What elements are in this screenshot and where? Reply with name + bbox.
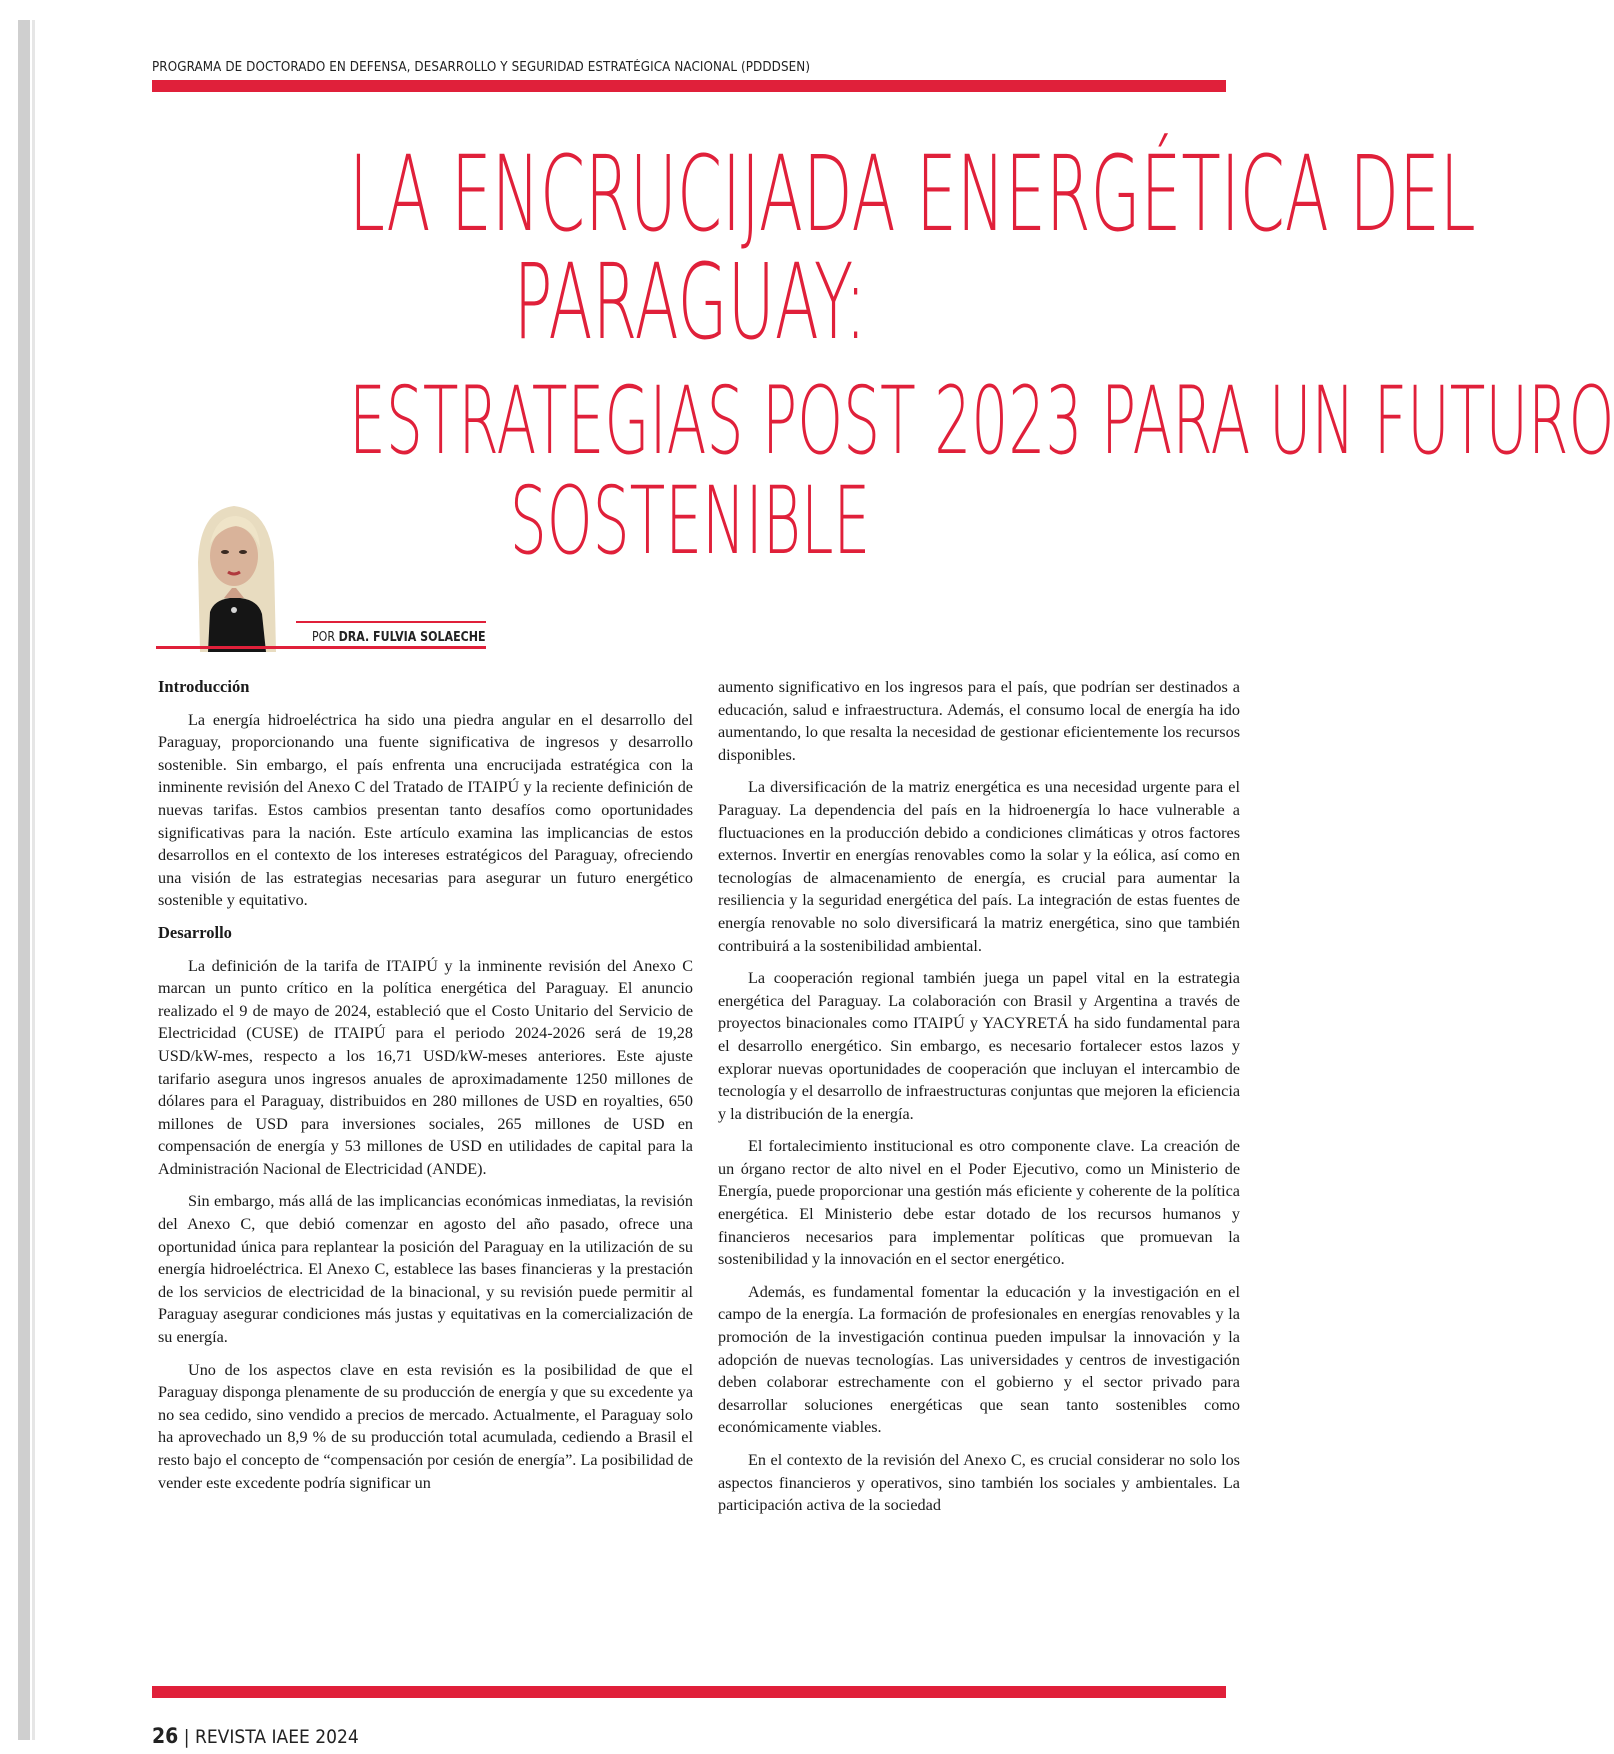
title-line-2: PARAGUAY:: [513, 241, 867, 363]
article-title: [140, 133, 1476, 363]
heading-introduccion: Introducción: [158, 677, 250, 696]
page-footer: [152, 1724, 359, 1748]
author-photo: [170, 492, 296, 652]
subtitle-line-1: ESTRATEGIAS POST 2023 PARA UN FUTURO: [349, 367, 1614, 476]
paragraph: La cooperación regional también juega un papel vital en la estrategia energética del Paraguay. La colaboración con Brasil y Argentina a través de proyectos binacionales como ITAIPÚ y YACYRETÁ ha sido fundamental para el desarrollo energético. Sin embargo, es necesario fortalecer estos lazos y explorar nuevas oportunidades de cooperación que incluyan el intercambio de tecnología y el desarrollo de infraestructuras conjuntas que mejoren la eficiencia y la distribución de la energía.: [718, 969, 1240, 1123]
right-column: [718, 676, 1240, 1527]
byline-rule: [296, 621, 486, 623]
paragraph: El fortalecimiento institucional es otro componente clave. La creación de un órgano rector de alto nivel en el Poder Ejecutivo, como un Ministerio de Energía, puede proporcionar una gestión más eficiente y coherente de la política energética. El Ministerio debe estar dotado de los recursos humanos y financieros necesarios para implementar políticas que promuevan la sostenibilidad y la innovación en el sector energético.: [718, 1137, 1240, 1269]
page-number: 26: [152, 1724, 179, 1748]
paragraph: La definición de la tarifa de ITAIPÚ y la inminente revisión del Anexo C marcan un punto crítico en la política energética del Paraguay. El anuncio realizado el 9 de mayo de 2024, estableció que el Costo Unitario del Servicio de Electricidad (CUSE) de ITAIPÚ para el periodo 2024-2026 será de 19,28 USD/kW-mes, respecto a los 16,71 USD/kW-meses anteriores. Este ajuste tarifario asegura unos ingresos anuales de aproximadamente 1250 millones de dólares para el Paraguay, distribuidos en 280 millones de USD en royalties, 650 millones de USD para inversiones sociales, 265 millones de USD en compensación de energía y 53 millones de USD en utilidades de capital para la Administración Nacional de Electricidad (ANDE).: [158, 956, 693, 1178]
byline-author: DRA. FULVIA SOLAECHE: [338, 630, 486, 645]
photo-underline: [156, 646, 486, 649]
header-rule: [152, 80, 1226, 92]
title-line-1: LA ENCRUCIJADA ENERGÉTICA DEL: [349, 133, 1476, 255]
byline-prefix: POR: [312, 630, 336, 645]
footer-rule: [152, 1686, 1226, 1698]
subtitle-line-2: SOSTENIBLE: [509, 467, 871, 576]
paragraph: La diversificación de la matriz energética es una necesidad urgente para el Paraguay. La dependencia del país en la hidroenergía lo hace vulnerable a fluctuaciones en la producción debido a condiciones climáticas y otros factores externos. Invertir en energías renovables como la solar y la eólica, así como en tecnologías de almacenamiento de energía, es crucial para aumentar la resiliencia y la seguridad energética del país. La integración de estas fuentes de energía renovable no solo diversificará la matriz energética, sino que también contribuirá a la sostenibilidad ambiental.: [718, 778, 1240, 955]
byline: [312, 630, 486, 645]
left-column: [158, 676, 693, 1504]
program-header: PROGRAMA DE DOCTORADO EN DEFENSA, DESARROLLO Y SEGURIDAD ESTRATÉGICA NACIONAL (PDDDSEN): [152, 60, 811, 75]
paragraph: En el contexto de la revisión del Anexo C, es crucial considerar no solo los aspectos financieros y operativos, sino también los sociales y ambientales. La participación activa de la sociedad: [718, 1451, 1240, 1515]
paragraph: aumento significativo en los ingresos para el país, que podrían ser destinados a educación, salud e infraestructura. Además, el consumo local de energía ha ido aumentando, lo que resalta la necesidad de gestionar eficientemente los recursos disponibles.: [718, 678, 1240, 764]
paragraph: Además, es fundamental fomentar la educación y la investigación en el campo de la energía. La formación de profesionales en energías renovables y la promoción de la investigación continua pueden impulsar la innovación y la adopción de nuevas tecnologías. Las universidades y centros de investigación deben colaborar estrechamente con el gobierno y el sector privado para desarrollar soluciones energéticas que sean tanto sostenibles como económicamente viables.: [718, 1282, 1240, 1437]
publication-name: | REVISTA IAEE 2024: [183, 1726, 359, 1748]
paragraph: Uno de los aspectos clave en esta revisión es la posibilidad de que el Paraguay disponga plenamente de su producción de energía y que su excedente ya no sea cedido, sino vendido a precios de mercado. Actualmente, el Paraguay solo ha aprovechado un 8,9 % de su producción total acumulada, cediendo a Brasil el resto bajo el concepto de “compensación por cesión de energía”. La posibilidad de vender este excedente podría significar un: [158, 1360, 693, 1492]
paragraph: Sin embargo, más allá de las implicancias económicas inmediatas, la revisión del Anexo C, que debió comenzar en agosto del año pasado, ofrece una oportunidad única para replantear la posición del Paraguay en la utilización de su energía hidroeléctrica. El Anexo C, establece las bases financieras y la prestación de los servicios de electricidad de la binacional, y su revisión puede permitir al Paraguay asegurar condiciones más justas y equitativas en la comercialización de su energía.: [158, 1192, 693, 1347]
heading-desarrollo: Desarrollo: [158, 922, 232, 942]
paragraph: La energía hidroeléctrica ha sido una piedra angular en el desarrollo del Paraguay, proporcionando una fuente significativa de ingresos y desarrollo sostenible. Sin embargo, el país enfrenta una encrucijada estratégica con la inminente revisión del Anexo C del Tratado de ITAIPÚ y la reciente definición de nuevas tarifas. Estos cambios presentan tanto desafíos como oportunidades significativas para la nación. Este artículo examina las implicancias de estos desarrollos en el contexto de los intereses estratégicos del Paraguay, ofreciendo una visión de las estrategias necesarias para asegurar un futuro energético sostenible y equitativo.: [158, 710, 693, 910]
article-subtitle: [140, 367, 1614, 576]
